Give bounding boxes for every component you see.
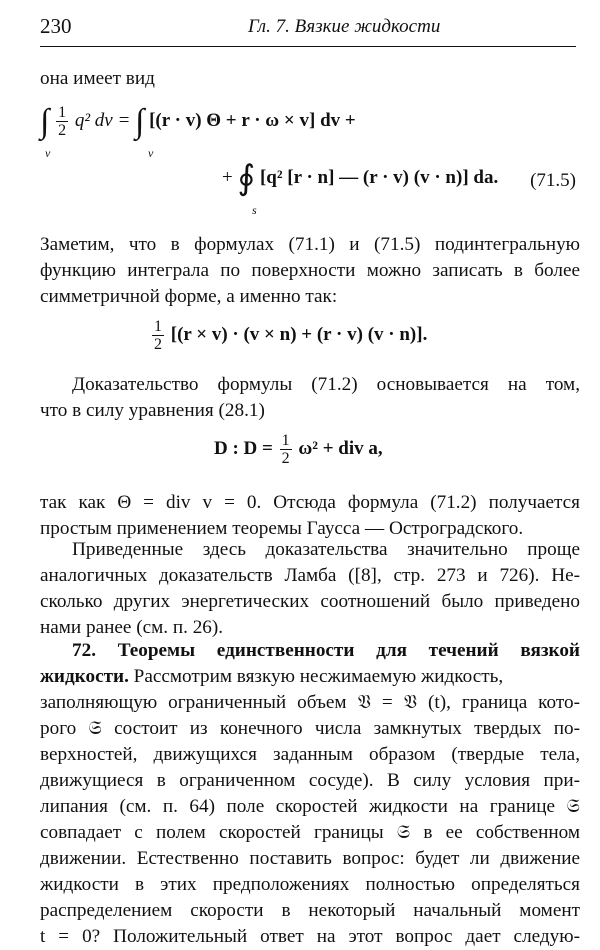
contour-integral-sign: ∮ bbox=[237, 160, 256, 197]
eq-dd-rhs: ω² + div a, bbox=[298, 437, 383, 459]
integral-sign: ∫ bbox=[40, 102, 50, 140]
fraction-one-half: $\frac{1}{2}$ bbox=[281, 432, 290, 467]
section72-line: t = 0? Положительный ответ на этот вопрос дает следую- bbox=[40, 926, 580, 947]
plus-sign: + bbox=[222, 167, 233, 188]
section72-line: распределением скорости в некоторый начальный момент bbox=[40, 900, 580, 921]
page-number: 230 bbox=[40, 14, 72, 38]
section72-line: верхностей, движущихся заданным образом (твердые тела, bbox=[40, 744, 580, 765]
equation-symmetric-form bbox=[150, 318, 427, 353]
para1-line: функцию интеграла по поверхности можно записать в более bbox=[40, 260, 580, 281]
section72-text: Рассмотрим вязкую несжимаемую жидкость, bbox=[128, 666, 504, 687]
eq-surface-term: [q² [r · n] — (r · v) (v · n)] da. bbox=[259, 167, 499, 188]
section72-line: жидкости в этих предположениях полностью определяться bbox=[40, 874, 580, 895]
integral-lower-limit-v: v bbox=[45, 146, 51, 160]
para4-line: сколько других энергетических соотношений было приведено bbox=[40, 591, 580, 612]
para3-line: простым применением теоремы Гаусса — Остроградского. bbox=[40, 518, 524, 539]
section72-line: заполняющую ограниченный объем 𝔙 = 𝔙 (t), граница кото- bbox=[40, 692, 580, 713]
equation-71-5-line2 bbox=[222, 162, 498, 196]
integral-sign: ∫ bbox=[135, 102, 145, 140]
para4-line: аналогичных доказательств Ламба ([8], стр. 273 и 726). Не- bbox=[40, 565, 580, 586]
para1-line: Заметим, что в формулах (71.1) и (71.5) подинтегральную bbox=[40, 234, 580, 255]
eq-dd-lhs: D : D = bbox=[214, 437, 273, 459]
running-title: Гл. 7. Вязкие жидкости bbox=[248, 16, 441, 37]
para4-line: Приведенные здесь доказательства значительно проще bbox=[72, 539, 580, 560]
section72-line: совпадает с полем скоростей границы 𝔖 в ее собственном bbox=[40, 822, 580, 843]
para3-line: так как Θ = div v = 0. Отсюда формула (71.2) получается bbox=[40, 492, 580, 513]
fraction-one-half: $\frac{1}{2}$ bbox=[154, 318, 162, 353]
para2-line: что в силу уравнения (28.1) bbox=[40, 400, 265, 421]
section-heading: 72. Теоремы единственности для течений вязкой bbox=[72, 640, 580, 661]
section72-line: движущиеся в ограниченном сосуде). В силу условия при- bbox=[40, 770, 580, 791]
para2-line: Доказательство формулы (71.2) основывается на том, bbox=[72, 374, 580, 395]
integral-lower-limit-s: s bbox=[252, 203, 257, 217]
eq-lhs: q² dv = bbox=[74, 109, 131, 131]
section72-line: движении. Естественно поставить вопрос: будет ли движение bbox=[40, 848, 580, 869]
equation-71-5-line1 bbox=[40, 104, 356, 139]
intro-line: она имеет вид bbox=[40, 68, 155, 89]
section-heading-continued: жидкости. bbox=[40, 666, 129, 687]
integral-lower-limit-v: v bbox=[148, 146, 154, 160]
section72-line bbox=[40, 664, 580, 690]
header-rule bbox=[40, 46, 576, 47]
section72-line: липания (см. п. 64) поле скоростей жидкости на границе 𝔖 bbox=[40, 796, 580, 817]
eq-rhs: [(r · v) Θ + r · ω × v] dv + bbox=[149, 109, 356, 131]
eq-symmetric-body: [(r × v) · (v × n) + (r · v) (v · n)]. bbox=[170, 323, 428, 345]
section72-line: рого 𝔖 состоит из конечного числа замкнутых твердых по- bbox=[40, 718, 580, 739]
equation-number: (71.5) bbox=[530, 170, 576, 191]
equation-dd bbox=[214, 432, 383, 467]
para4-line: нами ранее (см. п. 26). bbox=[40, 617, 224, 638]
fraction-one-half: $\frac{1}{2}$ bbox=[58, 104, 67, 139]
para1-line: симметричной форме, а именно так: bbox=[40, 286, 338, 307]
